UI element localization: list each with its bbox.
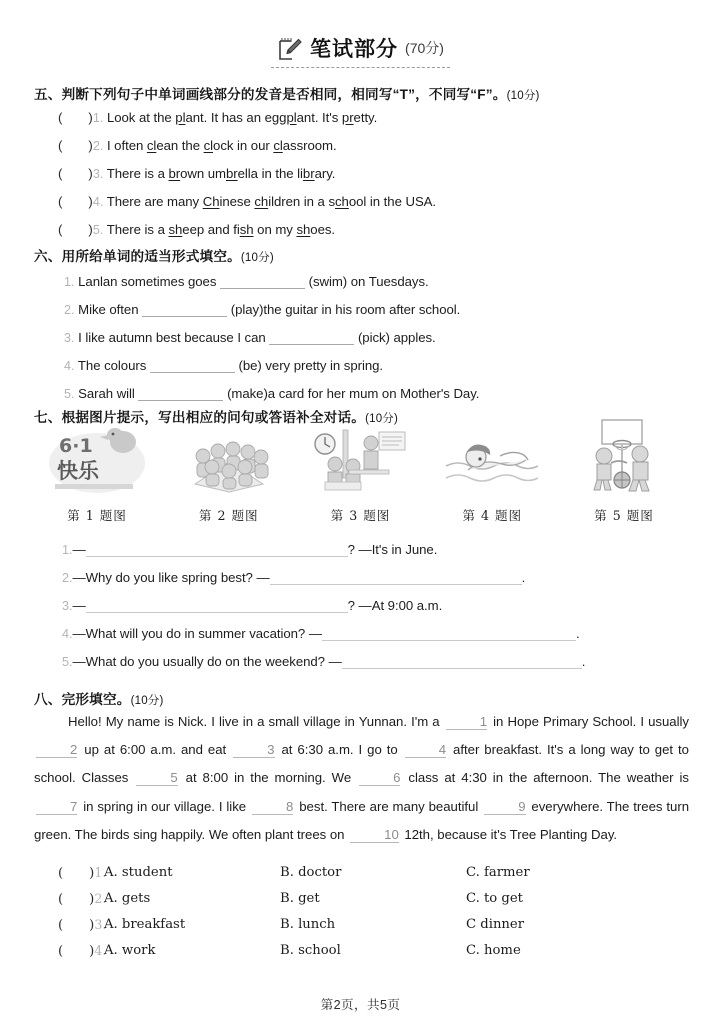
item-number: 4. [62,627,73,641]
answer-blank[interactable] [342,655,582,669]
item-text: There is a brown umbrella in the library. [106,166,336,181]
picture-caption: 第 2 题图 [198,508,259,523]
cloze-passage: Hello! My name is Nick. I live in a small village in Yunnan. I'm a 1 in Hope Primary School. I usually 2 up at 6:00 a.m. and eat 3 at 6:30 a.m. I go to 4 after breakfast. It's a long way to get to school. Classes 5 at 8:00 in the morning. We 6 class at 4:30 in the afternoon. The weather is 7 in spring in our village. I like 8 best. There are many beautiful 9 everywhere. The trees turn green. The birds sing happily. We often plant trees on 10 12th, because it's Tree Planting Day. [34,714,690,842]
answer-blank[interactable] [322,627,576,641]
section-8-title: 八、完形填空。 [34,692,131,707]
cloze-blank-10[interactable]: 10 [350,827,399,843]
item-number: 4. [92,195,104,209]
section-6-points: (10分) [240,252,274,264]
svg-text:6·1: 6·1 [59,435,93,457]
dialogue-lead: —What will you do in summer vacation? — [72,626,322,641]
q7-item-3 [62,598,442,613]
dialogue-tail: ? —At 9:00 a.m. [347,598,443,613]
answer-bracket[interactable]: ( ) [58,222,93,237]
fill-blank[interactable] [269,331,354,345]
section-7-title: 七、根据图片提示，写出相应的问句或答语补全对话。 [34,410,366,425]
page-footer: 第2页，共5页 [320,998,401,1012]
section-5-points: (10分) [506,90,540,102]
cloze-option-row-4 [58,943,678,959]
answer-blank[interactable] [270,571,522,585]
option-c[interactable]: C. farmer [466,865,530,880]
section-6-title: 六、用所给单词的适当形式填空。 [34,249,241,264]
q5-item-4 [58,194,436,209]
q6-item-4 [64,358,383,373]
picture-caption: 第 4 题图 [462,508,523,523]
banner-title: 笔试部分 [310,38,399,61]
fill-blank[interactable] [138,387,223,401]
answer-bracket[interactable]: ( ) [58,138,93,153]
option-a[interactable]: A. breakfast [104,917,186,932]
cloze-blank-8[interactable]: 8 [252,799,293,815]
option-c[interactable]: C dinner [466,917,525,932]
banner-score: (70分) [405,40,444,56]
prompt-before: Lanlan sometimes goes [78,274,217,289]
prompt-after: (be) very pretty in spring. [238,358,384,373]
q5-item-1 [58,110,377,125]
cloze-option-row-1 [58,865,678,881]
option-a[interactable]: A. work [104,943,156,958]
prompt-before: Mike often [78,302,139,317]
option-b[interactable]: B. doctor [280,865,342,880]
banner [271,33,450,68]
item-number: 3. [92,167,104,181]
basketball-kids-icon [572,418,676,496]
page-header [34,0,687,68]
dialogue-lead: —Why do you like spring best? — [72,570,270,585]
item-number: 3. [94,917,107,932]
q7-item-1 [62,542,437,557]
q7-item-5 [62,654,585,669]
dialogue-lead: — [72,542,86,557]
dialogue-tail: . [581,654,586,669]
dialogue-tail: . [575,626,580,641]
option-b[interactable]: B. get [280,891,320,906]
picture-cell-4 [429,424,555,524]
item-number: 1. [62,543,73,557]
answer-blank[interactable] [86,599,348,613]
answer-bracket[interactable]: ( ) [58,892,95,907]
item-number: 2. [92,139,104,153]
option-a[interactable]: A. gets [104,891,151,906]
cloze-blank-3[interactable]: 3 [233,742,274,758]
cloze-blank-1[interactable]: 1 [446,714,487,730]
fill-blank[interactable] [220,275,305,289]
item-text: There are many Chinese children in a school in the USA. [106,194,437,209]
children-day-duck-icon [45,426,149,496]
option-b[interactable]: B. lunch [280,917,336,932]
answer-bracket[interactable]: ( ) [58,918,95,933]
dialogue-tail: ? —It's in June. [347,542,438,557]
q7-item-2 [62,570,525,585]
prompt-after: (pick) apples. [357,330,436,345]
cloze-option-row-2 [58,891,678,907]
q7-item-4 [62,626,580,641]
q6-item-3 [64,330,436,345]
item-number: 1. [92,111,104,125]
fill-blank[interactable] [150,359,235,373]
option-b[interactable]: B. school [280,943,341,958]
item-number: 3. [64,331,75,345]
dialogue-lead: — [72,598,86,613]
prompt-before: I like autumn best because I can [78,330,266,345]
item-number: 3. [62,599,73,613]
cloze-blank-5[interactable]: 5 [136,770,177,786]
item-number: 4. [64,359,75,373]
section-5-title: 五、判断下列句子中单词画线部分的发音是否相同，相同写“T”，不同写“F”。 [34,87,507,102]
answer-bracket[interactable]: ( ) [58,866,95,881]
option-c[interactable]: C. to get [466,891,523,906]
dialogue-tail: . [521,570,526,585]
item-number: 1. [64,275,75,289]
item-number: 5. [62,655,73,669]
answer-bracket[interactable]: ( ) [58,110,93,125]
cloze-blank-7[interactable]: 7 [36,799,77,815]
picture-cell-3 [298,424,424,524]
prompt-after: (play)the guitar in his room after school. [230,302,461,317]
option-c[interactable]: C. home [466,943,521,958]
answer-bracket[interactable]: ( ) [58,944,95,959]
section-8-heading [34,688,164,708]
cloze-blank-2[interactable]: 2 [36,742,77,758]
section-7-heading [34,406,398,426]
section-8-points: (10分) [130,695,164,707]
prompt-after: (make)a card for her mum on Mother's Day. [227,386,480,401]
item-text: There is a sheep and fish on my shoes. [106,222,336,237]
picture-caption: 第 1 题图 [67,508,127,523]
section-5-heading [34,83,540,103]
picture-strip [34,424,687,524]
svg-text:快乐: 快乐 [57,459,99,483]
prompt-before: The colours [77,358,147,373]
q6-item-1 [64,274,429,289]
prompt-before: Sarah will [78,386,135,401]
item-number: 5. [64,387,75,401]
item-number: 1. [94,865,107,880]
cloze-blank-4[interactable]: 4 [405,742,446,758]
option-a[interactable]: A. student [104,865,173,880]
section-6-heading [34,245,274,265]
cloze-blank-9[interactable]: 9 [484,799,525,815]
item-number: 5. [92,223,104,237]
q5-item-5 [58,222,335,237]
classroom-clock-icon [309,426,413,496]
item-text: Look at the plant. It has an eggplant. It's pretty. [106,110,378,125]
q5-item-2 [58,138,337,153]
item-text: I often clean the clock in our classroom. [106,138,337,153]
picture-cell-2 [166,424,292,524]
item-number: 2. [64,303,75,317]
picture-caption: 第 3 题图 [330,508,391,523]
answer-bracket[interactable]: ( ) [58,194,93,209]
item-number: 2. [62,571,73,585]
section-7-points: (10分) [365,413,399,425]
picture-cell-5 [561,424,687,524]
swimming-boy-icon [440,426,544,496]
item-number: 2. [94,891,107,906]
answer-bracket[interactable]: ( ) [58,166,93,181]
group-of-children-icon [177,426,281,496]
picture-caption: 第 5 题图 [594,508,654,523]
q5-item-3 [58,166,335,181]
q6-item-5 [64,386,479,401]
dialogue-lead: —What do you usually do on the weekend? — [72,654,342,669]
q6-item-2 [64,302,460,317]
fill-blank[interactable] [142,303,227,317]
item-number: 4. [94,943,107,958]
answer-blank[interactable] [86,543,348,557]
notepad-pencil-icon [277,35,303,62]
prompt-after: (swim) on Tuesdays. [308,274,429,289]
cloze-option-row-3 [58,917,678,933]
picture-cell-1 [34,424,160,524]
cloze-blank-6[interactable]: 6 [359,770,400,786]
